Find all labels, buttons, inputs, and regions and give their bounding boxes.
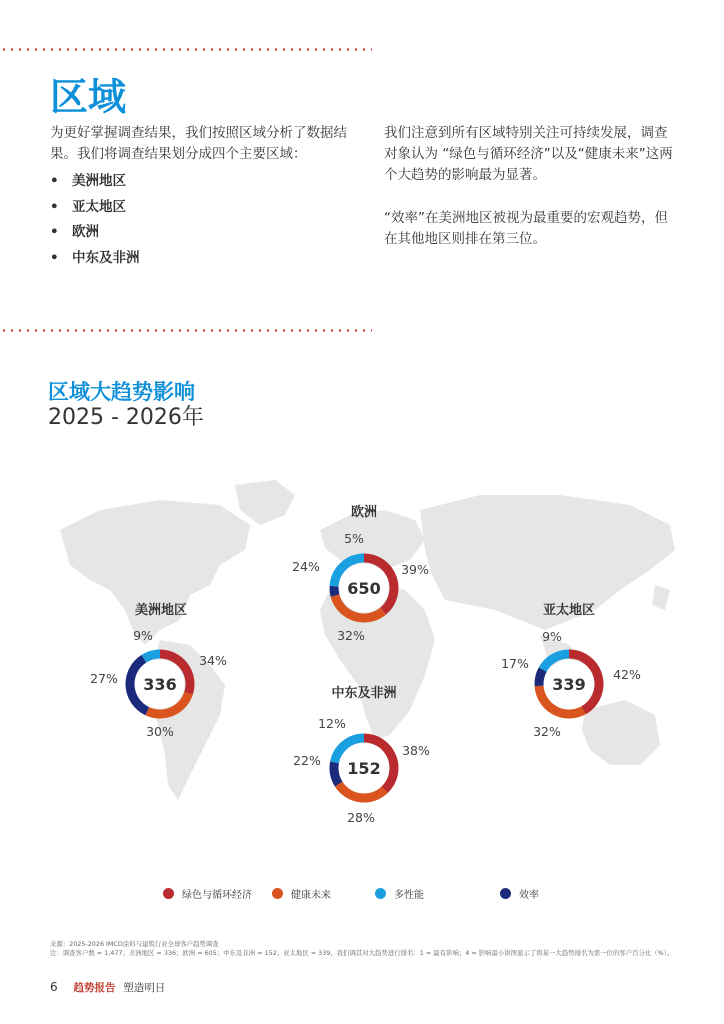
list-item: • 中东及非洲: [50, 246, 350, 272]
data-label: 24%: [292, 559, 320, 574]
footer-brand: 趋势报告: [73, 982, 116, 994]
donut-total: 336: [143, 675, 177, 694]
donut-chart: [90, 602, 227, 739]
source-notes: [50, 940, 675, 958]
source-text: 来源：2025-2026 IMCD涂料与建筑行业全球客户趋势调查: [50, 940, 219, 948]
data-label: 5%: [344, 531, 364, 546]
donut-total: 152: [347, 759, 381, 778]
region-title: 中东及非洲: [331, 686, 397, 701]
legend-dot-icon: [163, 888, 174, 899]
section-title: 区域: [50, 75, 127, 119]
donut-segment: [334, 762, 339, 784]
footer-tagline: 塑造明日: [123, 982, 166, 994]
legend-item: [163, 886, 252, 901]
legend-label: 效率: [519, 890, 539, 901]
bullet-icon: •: [50, 224, 59, 240]
note-text: 注：调查客户数 = 1,477；美洲地区 = 336；欧洲 = 605；中东及非洲 = 152；亚太地区 = 339。我们调其对大趋势进行排名：1 = 最有影响；4 = 影响最小饼图显示了将某一大趋势排名为第一位的客户百分比（%）。: [50, 949, 674, 957]
data-label: 12%: [318, 716, 346, 731]
donut-total: 650: [347, 579, 381, 598]
region-title: 美洲地区: [134, 603, 188, 618]
donut-segment: [539, 670, 543, 686]
data-label: 34%: [199, 653, 227, 668]
list-item: • 欧洲: [50, 220, 350, 246]
chart-year: 2025 - 2026年: [48, 405, 204, 430]
legend-dot-icon: [500, 888, 511, 899]
legend-dot-icon: [272, 888, 283, 899]
data-label: 27%: [90, 671, 118, 686]
data-label: 17%: [501, 656, 529, 671]
data-label: 38%: [402, 743, 430, 758]
legend-item: [272, 886, 331, 901]
data-label: 30%: [146, 724, 174, 739]
donut-total: 339: [552, 675, 586, 694]
trend-paragraph-2: “效率”在美洲地区被视为最重要的宏观趋势，但在其他地区则排在第三位。: [384, 210, 668, 247]
data-label: 28%: [347, 810, 375, 825]
legend-label: 多性能: [394, 890, 424, 901]
donut-segment: [334, 586, 335, 595]
data-label: 42%: [613, 667, 641, 682]
trend-paragraph-1: 我们注意到所有区域特别关注可持续发展，调查对象认为 “绿色与循环经济”以及“健康未来”这两个大趋势的影响最为显著。: [384, 125, 673, 183]
region-title: 亚太地区: [542, 603, 596, 618]
donut-chart: [293, 685, 430, 825]
legend-label: 绿色与循环经济: [182, 890, 252, 901]
legend-label: 健康未来: [291, 890, 331, 901]
page-number: 6: [50, 980, 58, 994]
donut-chart: [292, 504, 429, 643]
region-title: 欧洲: [350, 505, 378, 520]
bullet-icon: •: [50, 198, 59, 215]
legend-item: [500, 886, 539, 901]
list-item: • 美洲地区: [50, 169, 350, 195]
legend-item: [375, 886, 424, 901]
legend-dot-icon: [375, 888, 386, 899]
list-item: • 亚太地区: [50, 195, 350, 221]
data-label: 39%: [401, 562, 429, 577]
donut-segment: [144, 654, 160, 659]
page-footer: [50, 980, 165, 995]
donut-chart: [501, 602, 641, 739]
data-label: 32%: [533, 724, 561, 739]
bullet-icon: •: [50, 173, 59, 189]
data-label: 9%: [133, 628, 153, 643]
chart-title: 区域大趋势影响: [48, 380, 195, 404]
data-label: 9%: [542, 629, 562, 644]
data-label: 22%: [293, 753, 321, 768]
data-label: 32%: [337, 628, 365, 643]
bullet-icon: •: [50, 249, 59, 266]
intro-text: 为更好掌握调查结果，我们按照区域分析了数据结果。我们将调查结果划分成四个主要区域：: [50, 125, 347, 162]
